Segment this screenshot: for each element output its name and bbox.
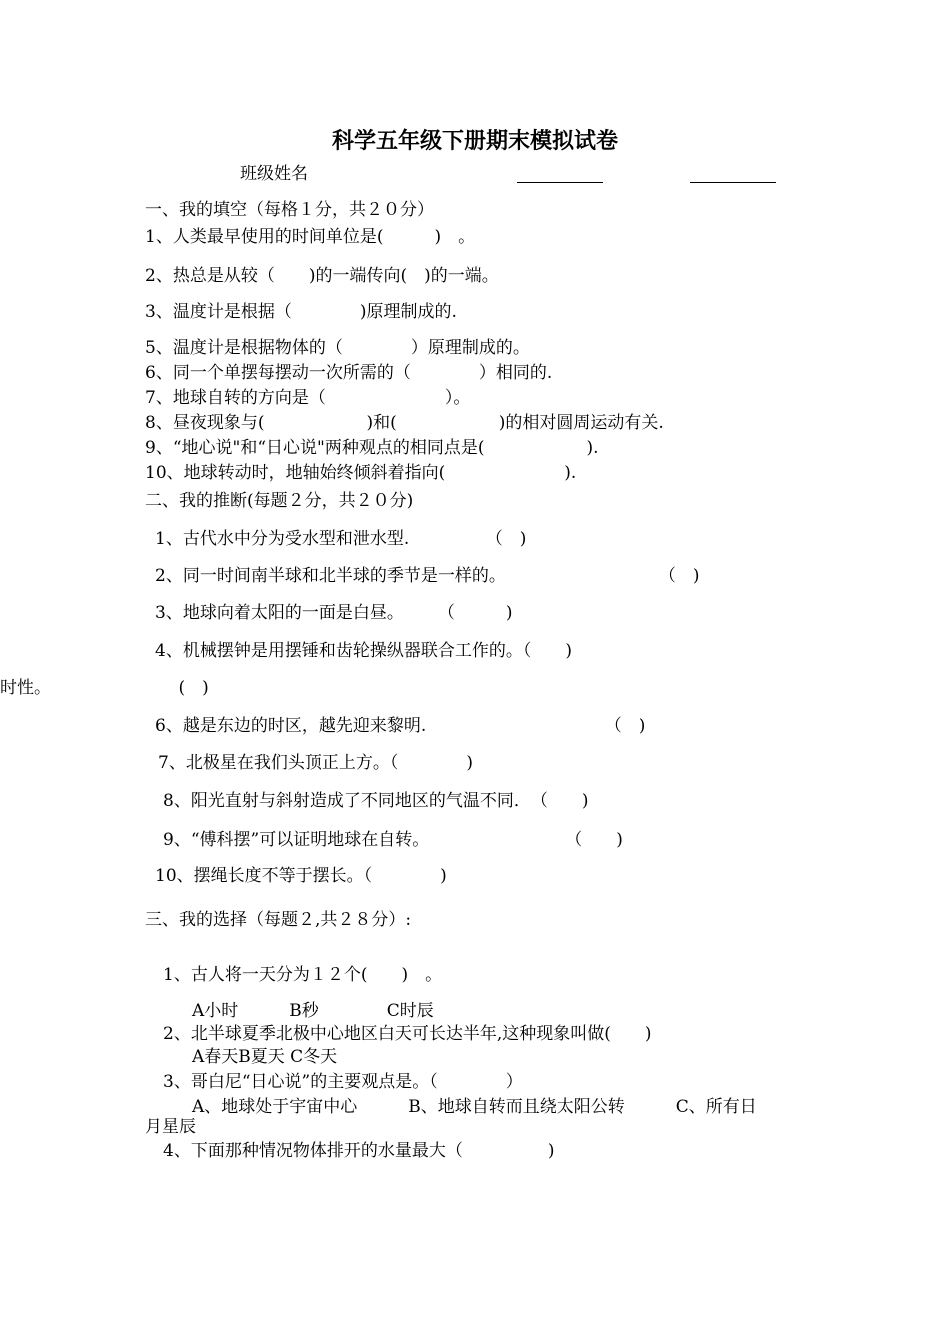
fill-question-5: 5、温度计是根据物体的（ ）原理制成的。 [145,338,530,358]
name-blank-line[interactable] [690,182,776,183]
section3-heading: 三、我的选择（每题２,共２８分）: [145,910,412,930]
judge-question-9: 9、“傅科摆”可以证明地球在自转。 （ ) [163,830,623,850]
page-title: 科学五年级下册期末模拟试卷 [331,128,618,154]
fill-question-10: 10、地球转动时，地轴始终倾斜着指向( ). [145,463,577,483]
fill-question-3: 3、温度计是根据（ )原理制成的. [145,302,457,322]
fill-question-1: 1、人类最早使用的时间单位是( ) 。 [145,227,476,247]
choice-question-2-options: A春天B夏天 C冬天 [192,1047,338,1067]
fill-question-8: 8、昼夜现象与( )和( )的相对圆周运动有关. [145,413,664,433]
choice-question-3-options-wrap: 月星辰 [145,1117,196,1137]
choice-question-1-options: A小时 B秒 C时辰 [192,1001,434,1021]
choice-question-1: 1、古人将一天分为１２个( ) 。 [163,965,443,985]
fill-question-9: 9、“地心说"和“日心说"两种观点的相同点是( ). [145,438,599,458]
judge-question-4: 4、机械摆钟是用摆锤和齿轮操纵器联合工作的。（ ) [155,641,572,661]
fill-question-7: 7、地球自转的方向是（ ）。 [145,388,471,408]
judge-question-5-fragment: 时性。 ( ) [0,678,209,698]
fill-question-6: 6、同一个单摆每摆动一次所需的（ ）相同的. [145,363,553,383]
judge-question-1: 1、古代水中分为受水型和泄水型. （ ) [155,529,527,549]
section1-heading: 一、我的填空（每格１分，共２０分） [145,200,434,220]
choice-question-4: 4、下面那种情况物体排开的水量最大（ ) [163,1141,555,1161]
judge-question-2: 2、同一时间南半球和北半球的季节是一样的。 （ ) [155,566,700,586]
choice-question-3-options: A、地球处于宇宙中心 B、地球自转而且绕太阳公转 C、所有日 [192,1097,757,1117]
judge-question-6: 6、越是东边的时区，越先迎来黎明. （ ) [155,716,646,736]
fill-question-2: 2、热总是从较（ )的一端传向( )的一端。 [145,266,499,286]
judge-question-3: 3、地球向着太阳的一面是白昼。 （ ) [155,603,513,623]
choice-question-3: 3、哥白尼“日心说”的主要观点是。（ ） [163,1072,523,1092]
choice-question-2: 2、北半球夏季北极中心地区白天可长达半年,这种现象叫做( ) [163,1024,652,1044]
section2-heading: 二、我的推断(每题２分，共２０分) [145,491,414,511]
judge-question-7: 7、北极星在我们头顶正上方。（ ) [158,753,473,773]
class-name-label: 班级姓名 [240,164,308,184]
judge-question-10: 10、摆绳长度不等于摆长。（ ) [155,866,447,886]
class-blank-line[interactable] [517,182,603,183]
judge-question-8: 8、阳光直射与斜射造成了不同地区的气温不同． （ ) [163,791,589,811]
